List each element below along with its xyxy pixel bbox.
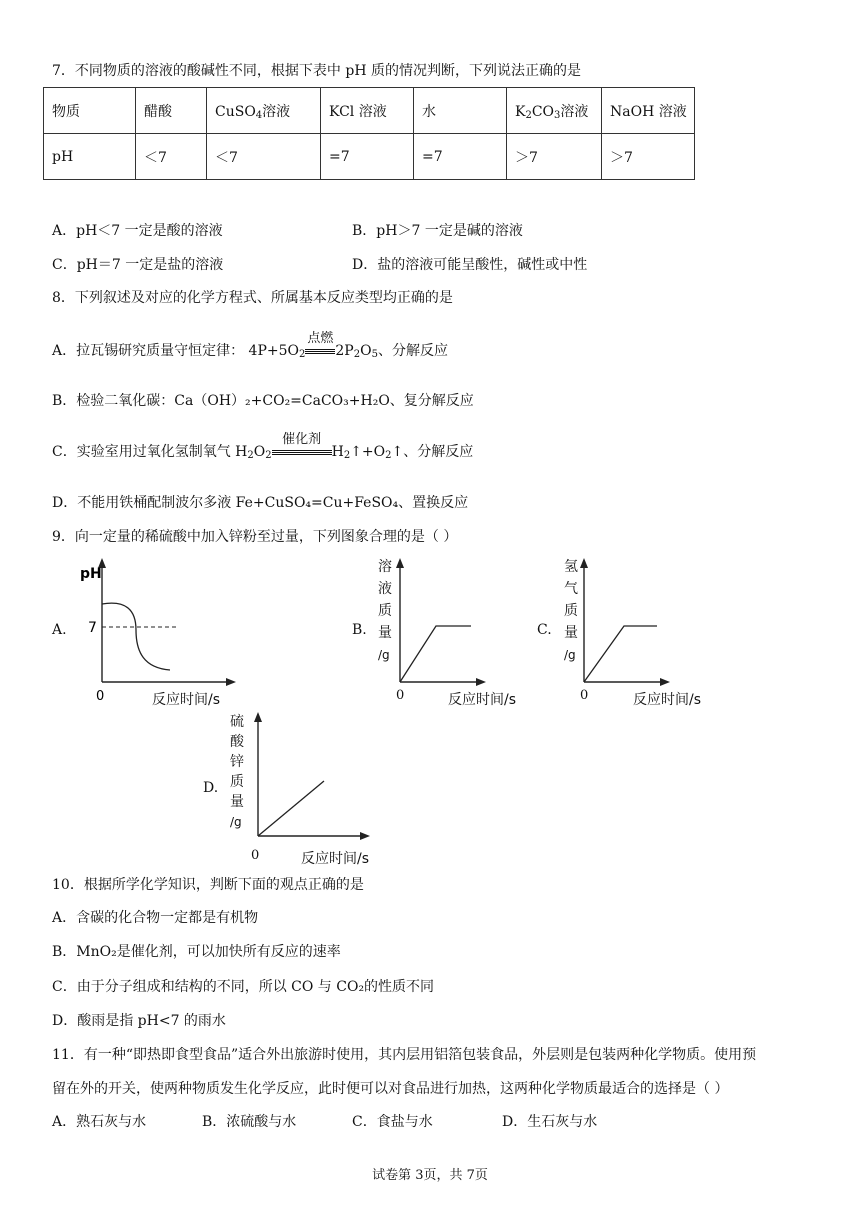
graph-d-xlabel: 反应时间/s (301, 851, 370, 867)
page-footer: 试卷第 3页，共 7页 (372, 1168, 488, 1183)
q9-stem: 9．向一定量的稀硫酸中加入锌粉至过量，下列图象合理的是（ ） (52, 529, 458, 545)
graph-d-origin: 0 (251, 848, 260, 863)
q11-option-b: B．浓硫酸与水 (202, 1114, 297, 1130)
q11-option-c: C．食盐与水 (352, 1114, 433, 1130)
q8-option-c: C．实验室用过氧化氢制氧气 $H_2O_2$ 催化剂 $H_2↑+O_2↑$、分解反应 (52, 432, 474, 461)
q7-option-a: A．pH＜7 一定是酸的溶液 (52, 223, 223, 239)
ref-tick-label: 7 (88, 620, 97, 636)
hydrogen-line (584, 626, 657, 682)
graph-b-origin: 0 (396, 688, 405, 703)
y-axis-arrow (396, 558, 404, 568)
q10-option-c: C．由于分子组成和结构的不同，所以 CO 与 CO₂的性质不同 (52, 979, 435, 995)
graph-a-xlabel: 反应时间/s (152, 692, 221, 708)
graph-b-label: B. (352, 622, 367, 638)
y-axis-arrow (254, 712, 262, 722)
x-axis-arrow (660, 678, 670, 686)
table-row (44, 88, 695, 134)
graph-a (78, 556, 238, 704)
graph-d (234, 708, 374, 856)
q11-option-d: D．生石灰与水 (502, 1114, 598, 1130)
x-axis-arrow (226, 678, 236, 686)
table-cell: KCl 溶液 (321, 88, 414, 134)
q8-option-a: A．拉瓦锡研究质量守恒定律： $4P+5O_2$ 点燃 $2P_2O_5$、分解反应 (52, 331, 448, 360)
graph-a-label: A. (52, 622, 67, 638)
graph-b (376, 540, 486, 688)
q11-stem-line1: 11．有一种“即热即食型食品”适合外出旅游时使用，其内层用铝箔包装食品，外层则是包装两种化学物质。使用预 (52, 1047, 757, 1063)
q10-option-a: A．含碳的化合物一定都是有机物 (52, 910, 259, 926)
graph-c-label: C. (537, 622, 552, 638)
table-cell: NaOH 溶液 (602, 88, 695, 134)
y-axis-arrow (580, 558, 588, 568)
table-cell: ＜7 (207, 134, 321, 180)
mass-line (400, 626, 471, 682)
table-header-cell: pH (44, 134, 136, 180)
q8-option-d: D．不能用铁桶配制波尔多液 Fe+CuSO₄=Cu+FeSO₄、置换反应 (52, 495, 469, 511)
table-row (44, 134, 695, 180)
graph-b-ylabel: 溶 液 质 量 /g (378, 559, 392, 662)
table-cell: =7 (414, 134, 507, 180)
graph-c-origin: 0 (580, 688, 589, 703)
q7-option-b: B．pH＞7 一定是碱的溶液 (352, 223, 523, 239)
q8-option-b: B．检验二氧化碳：Ca（OH）₂+CO₂=CaCO₃+H₂O、复分解反应 (52, 393, 474, 409)
table-cell: ＜7 (136, 134, 207, 180)
origin-label: 0 (96, 689, 105, 704)
q10-stem: 10．根据所学化学知识，判断下面的观点正确的是 (52, 877, 364, 893)
q8-a-prefix: A．拉瓦锡研究质量守恒定律： 4P+5O (52, 343, 300, 359)
x-axis-arrow (360, 832, 370, 840)
table-cell: =7 (321, 134, 414, 180)
y-axis-label: pH (80, 566, 102, 582)
graph-c-xlabel: 反应时间/s (633, 692, 702, 708)
q11-stem-line2: 留在外的开关，使两种物质发生化学反应，此时便可以对食品进行加热，这两种化学物质最适合的选择是（ ） (52, 1081, 729, 1097)
table-cell: 水 (414, 88, 507, 134)
table-cell: ＞7 (507, 134, 602, 180)
q8-stem: 8．下列叙述及对应的化学方程式、所属基本反应类型均正确的是 (52, 290, 453, 306)
q10-option-d: D．酸雨是指 pH<7 的雨水 (52, 1013, 226, 1029)
q7-option-d: D．盐的溶液可能呈酸性，碱性或中性 (352, 257, 588, 273)
table-header-cell: 物质 (44, 88, 136, 134)
graph-b-xlabel: 反应时间/s (448, 692, 517, 708)
table-cell: $K_2CO_3$溶液 (507, 88, 602, 134)
q10-option-b: B．MnO₂是催化剂，可以加快所有反应的速率 (52, 944, 341, 960)
table-cell: CuSO$_4$溶液 (207, 88, 321, 134)
graph-d-ylabel: 硫 酸 锌 质 量 /g (230, 714, 244, 829)
graph-d-label: D. (203, 780, 219, 796)
ph-curve (102, 603, 170, 670)
ph-table (43, 87, 695, 180)
q11-option-a: A．熟石灰与水 (52, 1114, 147, 1130)
graph-c-ylabel: 氢 气 质 量 /g (564, 559, 578, 662)
x-axis-arrow (476, 678, 486, 686)
q7-stem: 7．不同物质的溶液的酸碱性不同，根据下表中 pH 质的情况判断，下列说法正确的是 (52, 63, 581, 79)
reaction-condition: 催化剂 (272, 444, 332, 460)
q7-option-c: C．pH＝7 一定是盐的溶液 (52, 257, 224, 273)
reaction-condition: 点燃 (305, 343, 335, 359)
table-cell: ＞7 (602, 134, 695, 180)
table-cell: 醋酸 (136, 88, 207, 134)
zinc-sulfate-line (258, 781, 324, 836)
